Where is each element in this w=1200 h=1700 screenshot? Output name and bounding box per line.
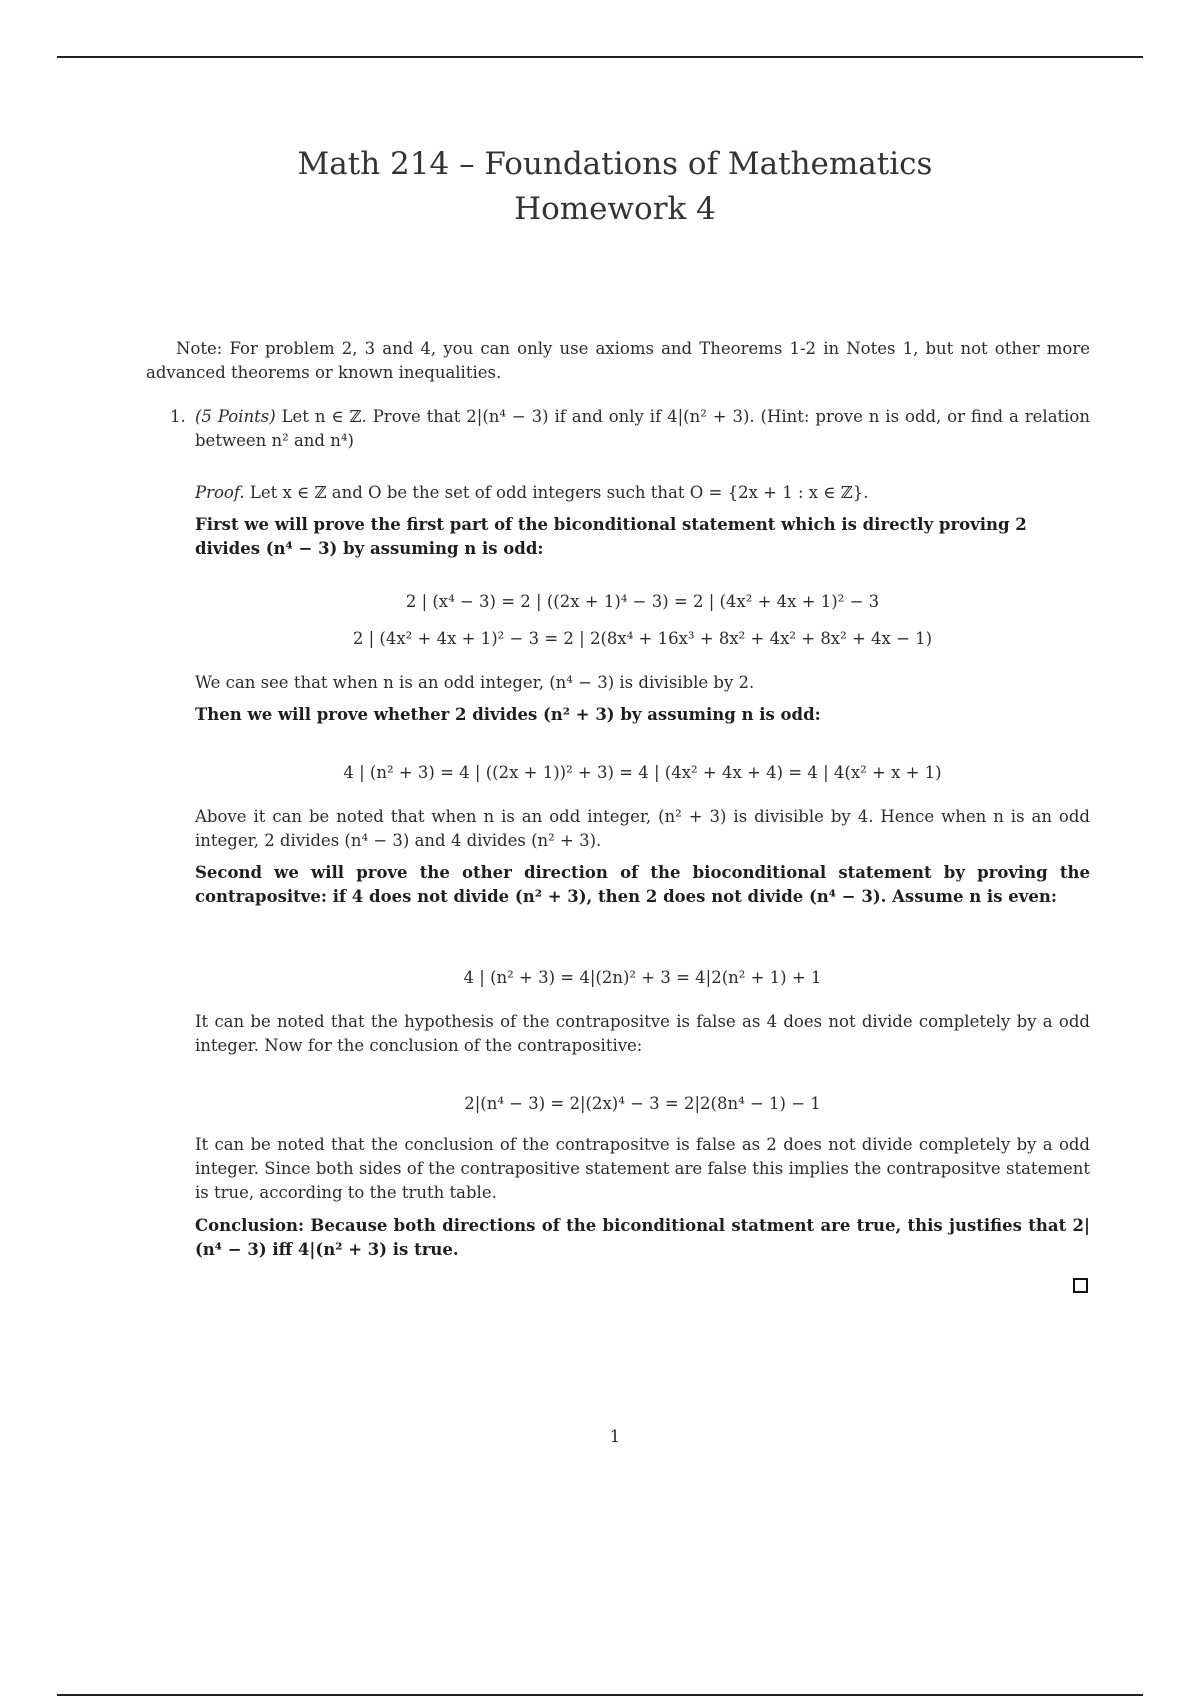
problem-points: (5 Points) bbox=[195, 407, 276, 426]
conclusion-paragraph: Conclusion: Because both directions of the biconditional statment are true, this justifies that 2|(n⁴ − 3) iff 4|(n² + 3) is true. bbox=[195, 1216, 1090, 1259]
part2-heading: Then we will prove whether 2 divides (n² + 3) by assuming n is odd: bbox=[195, 705, 821, 724]
equation-4: 4 | (n² + 3) = 4|(2n)² + 3 = 4|2(n² + 1) + 1 bbox=[463, 968, 822, 987]
problem-statement: Let n ∈ ℤ. Prove that 2|(n⁴ − 3) if and only if 4|(n² + 3). (Hint: prove n is odd, or find a relation between n² and n⁴) bbox=[195, 407, 1090, 450]
part1-heading: First we will prove the first part of the biconditional statement which is directly proving 2 divides (n⁴ − 3) by assuming n is odd: bbox=[195, 515, 1027, 558]
top-rule bbox=[57, 56, 1143, 58]
problem-number: 1. bbox=[170, 407, 186, 426]
remark-1: We can see that when n is an odd integer, (n⁴ − 3) is divisible by 2. bbox=[195, 673, 755, 692]
qed-square-icon bbox=[1073, 1278, 1088, 1293]
bottom-rule bbox=[57, 1694, 1143, 1696]
proof-intro bbox=[195, 481, 1090, 505]
equation-1: 2 | (x⁴ − 3) = 2 | ((2x + 1)⁴ − 3) = 2 | (4x² + 4x + 1)² − 3 bbox=[405, 592, 880, 611]
equation-3: 4 | (n² + 3) = 4 | ((2x + 1))² + 3) = 4 | (4x² + 4x + 4) = 4 | 4(x² + x + 1) bbox=[343, 763, 942, 782]
proof-intro-text: Let x ∈ ℤ and O be the set of odd integers such that O = {2x + 1 : x ∈ ℤ}. bbox=[249, 483, 869, 502]
problem-body bbox=[195, 405, 1090, 453]
page-number: 1 bbox=[609, 1427, 621, 1446]
remark-2: Above it can be noted that when n is an odd integer, (n² + 3) is divisible by 4. Hence when n is an odd integer, 2 divides (n⁴ − 3) and 4 divides (n² + 3). bbox=[195, 807, 1090, 850]
equation-5: 2|(n⁴ − 3) = 2|(2x)⁴ − 3 = 2|2(8n⁴ − 1) − 1 bbox=[464, 1094, 821, 1113]
proof-label: Proof. bbox=[195, 483, 245, 502]
part3-heading: Second we will prove the other direction of the bioconditional statement by proving the contrapositve: if 4 does not divide (n² + 3), then 2 does not divide (n⁴ − 3). Assume n is even: bbox=[195, 863, 1090, 906]
remark-4: It can be noted that the conclusion of the contrapositve is false as 2 does not divide completely by a odd integer. Since both sides of the contrapositive statement are false this implies the contrapositve statement is true, according to the truth table. bbox=[195, 1135, 1090, 1202]
document-subtitle: Homework 4 bbox=[514, 191, 716, 227]
note-paragraph: Note: For problem 2, 3 and 4, you can only use axioms and Theorems 1-2 in Notes 1, but not other more advanced theorems or known inequalities. bbox=[146, 339, 1090, 382]
remark-3: It can be noted that the hypothesis of the contrapositve is false as 4 does not divide completely by a odd integer. Now for the conclusion of the contrapositive: bbox=[195, 1012, 1090, 1055]
equation-2: 2 | (4x² + 4x + 1)² − 3 = 2 | 2(8x⁴ + 16x³ + 8x² + 4x² + 8x² + 4x − 1) bbox=[352, 629, 933, 648]
document-title: Math 214 – Foundations of Mathematics bbox=[297, 146, 933, 182]
